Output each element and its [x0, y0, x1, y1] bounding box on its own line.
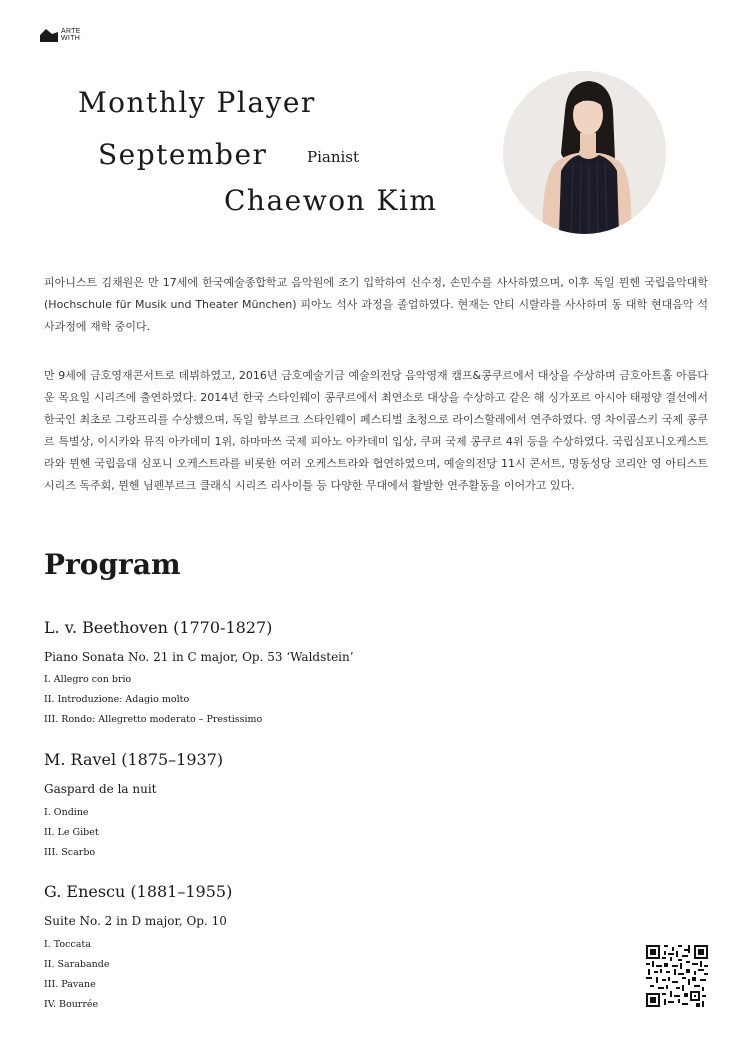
logo-line-1: ARTE — [61, 28, 81, 35]
logo-line-2: WITH — [61, 35, 81, 42]
movement-item: III. Rondo: Allegretto moderato – Prestissimo — [44, 714, 263, 725]
composer-beethoven: L. v. Beethoven (1770-1827) — [44, 618, 273, 637]
artist-portrait — [503, 71, 666, 234]
movement-item: III. Scarbo — [44, 847, 96, 858]
movement-item: I. Toccata — [44, 939, 91, 950]
work-enescu: Suite No. 2 in D major, Op. 10 — [44, 914, 227, 928]
movement-item: I. Allegro con brio — [44, 674, 132, 685]
composer-ravel: M. Ravel (1875–1937) — [44, 750, 224, 769]
movement-item: I. Ondine — [44, 807, 89, 818]
movement-item: IV. Bourrée — [44, 999, 99, 1010]
bio-paragraph-1: 피아니스트 김채원은 만 17세에 한국예술종합학교 음악원에 조기 입학하여 신수정, 손민수를 사사하였으며, 이후 독일 뮌헨 국립음악대학(Hochschule für Musik und Theater München) 피아노 석사 과정을 졸업하였다. 현재는 안티 시랄라를 사사하며 동 대학 현대음악 석사과정에 재학 중이다. — [44, 276, 708, 333]
movement-item: II. Le Gibet — [44, 827, 99, 838]
qr-code-icon — [646, 945, 708, 1007]
artist-name: Chaewon Kim — [224, 184, 438, 217]
portrait-illustration — [503, 71, 666, 234]
work-ravel: Gaspard de la nuit — [44, 782, 157, 796]
qr-code[interactable] — [646, 945, 708, 1007]
movement-item: II. Sarabande — [44, 959, 110, 970]
bio-paragraph-2: 만 9세에 금호영재콘서트로 데뷔하였고, 2016년 금호예술기금 예술의전당 음악영재 캠프&콩쿠르에서 대상을 수상하며 금호아트홀 아름다운 목요일 시리즈에 출연하였다. 2014년 한국 스타인웨이 콩쿠르에서 최연소로 대상을 수상하고 같은 해 싱가포르 아시아 태평양 결선에서 한국인 최초로 그랑프리를 수상했으며, 독일 함부르크 스타인웨이 페스티벌 초청으로 라이스할레에서 연주하였다. 영 차이콥스키 국제 콩쿠르 특별상, 이시카와 뮤직 아카데미 1위, 하마마쓰 국제 피아노 아카데미 입상, 쿠퍼 국제 콩쿠르 4위 등을 수상하였다. 국립심포니오케스트라와 뮌헨 국립음대 심포니 오케스트라를 비롯한 여러 오케스트라와 협연하였으며, 예술의전당 11시 콘서트, 명동성당 코리안 영 아티스트 시리즈 독주회, 뮌헨 님펜부르크 클래식 시리즈 리사이틀 등 다양한 무대에서 활발한 연주활동을 이어가고 있다. — [44, 369, 708, 492]
movement-item: III. Pavane — [44, 979, 96, 990]
title-month: September — [98, 138, 268, 171]
work-beethoven: Piano Sonata No. 21 in C major, Op. 53 ‘Waldstein’ — [44, 650, 354, 664]
composer-enescu: G. Enescu (1881–1955) — [44, 882, 233, 901]
program-title: Program — [44, 548, 181, 581]
artist-role: Pianist — [307, 148, 360, 166]
title-monthly-player: Monthly Player — [78, 86, 316, 119]
logo-mark-icon — [40, 28, 58, 42]
arte-with-logo — [40, 28, 81, 42]
logo-text — [61, 28, 81, 42]
movement-item: II. Introduzione: Adagio molto — [44, 694, 190, 705]
